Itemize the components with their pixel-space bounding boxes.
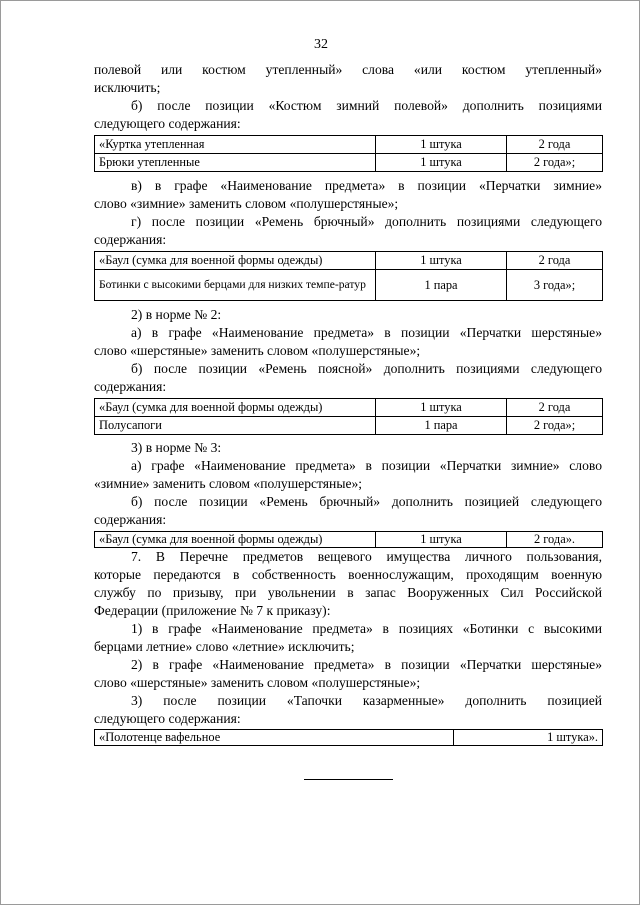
text-line: содержания: bbox=[94, 379, 167, 394]
table-row bbox=[95, 154, 603, 172]
text-line: берцами летние» слово «летние» исключить; bbox=[94, 639, 355, 654]
text-line: Федерации (приложение № 7 к приказу): bbox=[94, 603, 331, 618]
table-cell-term: 2 года bbox=[507, 252, 603, 270]
text-line: «зимние» заменить словом «полушерстяные»; bbox=[94, 476, 363, 491]
table-row bbox=[95, 730, 603, 746]
table-cell-qty: 1 штука bbox=[376, 136, 507, 154]
table-cell-qty: 1 штука bbox=[376, 399, 507, 417]
table-items-1 bbox=[94, 135, 603, 172]
table-cell-name: «Полотенце вафельное bbox=[95, 730, 454, 746]
table-cell-term: 2 года bbox=[507, 136, 603, 154]
table-cell-qty: 1 штука bbox=[376, 252, 507, 270]
table-row bbox=[95, 136, 603, 154]
table-cell-qty: 1 штука bbox=[376, 154, 507, 172]
table-cell-qty: 1 штука». bbox=[454, 730, 603, 746]
text-line: 3) после позиции «Тапочки казарменные» дополнить позицией bbox=[131, 693, 602, 708]
text-line: 2) в норме № 2: bbox=[131, 307, 222, 322]
text-line: 1) в графе «Наименование предмета» в позициях «Ботинки с высокими bbox=[131, 621, 602, 636]
table-row bbox=[95, 417, 603, 435]
closing-rule bbox=[304, 779, 393, 780]
text-line: слово «шерстяные» заменить словом «полушерстяные»; bbox=[94, 343, 421, 358]
table-cell-term: 2 года». bbox=[507, 532, 603, 548]
text-line: которые передаются в собственность военнослужащим, проходящим военную bbox=[94, 567, 602, 582]
table-cell-qty: 1 пара bbox=[376, 270, 507, 301]
table-cell-term: 3 года»; bbox=[507, 270, 603, 301]
text-line: а) в графе «Наименование предмета» в позиции «Перчатки шерстяные» bbox=[131, 325, 602, 340]
table-items-5 bbox=[94, 729, 603, 746]
table-cell-name: «Баул (сумка для военной формы одежды) bbox=[95, 532, 376, 548]
text-line: б) после позиции «Ремень поясной» дополнить позициями следующего bbox=[131, 361, 602, 376]
text-line: исключить; bbox=[94, 80, 161, 95]
table-row bbox=[95, 399, 603, 417]
text-line: а) графе «Наименование предмета» в позиции «Перчатки зимние» слово bbox=[131, 458, 602, 473]
text-line: содержания: bbox=[94, 232, 167, 247]
text-line: содержания: bbox=[94, 512, 167, 527]
table-cell-term: 2 года»; bbox=[507, 154, 603, 172]
table-cell-qty: 1 штука bbox=[376, 532, 507, 548]
table-items-4 bbox=[94, 531, 603, 548]
table-items-2 bbox=[94, 251, 603, 301]
table-cell-name: Ботинки с высокими берцами для низких темпе-ратур bbox=[95, 270, 376, 301]
page-number: 32 bbox=[314, 37, 328, 52]
text-line: 2) в графе «Наименование предмета» в позиции «Перчатки шерстяные» bbox=[131, 657, 602, 672]
table-cell-name: «Баул (сумка для военной формы одежды) bbox=[95, 399, 376, 417]
text-line: г) после позиции «Ремень брючный» дополнить позициями следующего bbox=[131, 214, 602, 229]
table-cell-name: «Куртка утепленная bbox=[95, 136, 376, 154]
table-cell-term: 2 года»; bbox=[507, 417, 603, 435]
text-line: следующего содержания: bbox=[94, 711, 241, 726]
text-line: 7. В Перечне предметов вещевого имущества личного пользования, bbox=[131, 549, 602, 564]
table-cell-name: Полусапоги bbox=[95, 417, 376, 435]
text-line: слово «зимние» заменить словом «полушерстяные»; bbox=[94, 196, 399, 211]
text-line: службу по призыву, при увольнении в запас Вооруженных Сил Российской bbox=[94, 585, 602, 600]
table-cell-term: 2 года bbox=[507, 399, 603, 417]
table-cell-name: «Баул (сумка для военной формы одежды) bbox=[95, 252, 376, 270]
text-line: в) в графе «Наименование предмета» в позиции «Перчатки зимние» bbox=[131, 178, 602, 193]
table-row bbox=[95, 270, 603, 301]
text-line: 3) в норме № 3: bbox=[131, 440, 222, 455]
text-line: следующего содержания: bbox=[94, 116, 241, 131]
text-line: полевой или костюм утепленный» слова «или костюм утепленный» bbox=[94, 62, 602, 77]
text-line: б) после позиции «Ремень брючный» дополнить позицией следующего bbox=[131, 494, 602, 509]
table-row bbox=[95, 252, 603, 270]
table-items-3 bbox=[94, 398, 603, 435]
text-line: б) после позиции «Костюм зимний полевой» дополнить позициями bbox=[131, 98, 602, 113]
text-line: слово «шерстяные» заменить словом «полушерстяные»; bbox=[94, 675, 421, 690]
table-cell-name: Брюки утепленные bbox=[95, 154, 376, 172]
table-cell-qty: 1 пара bbox=[376, 417, 507, 435]
table-row bbox=[95, 532, 603, 548]
